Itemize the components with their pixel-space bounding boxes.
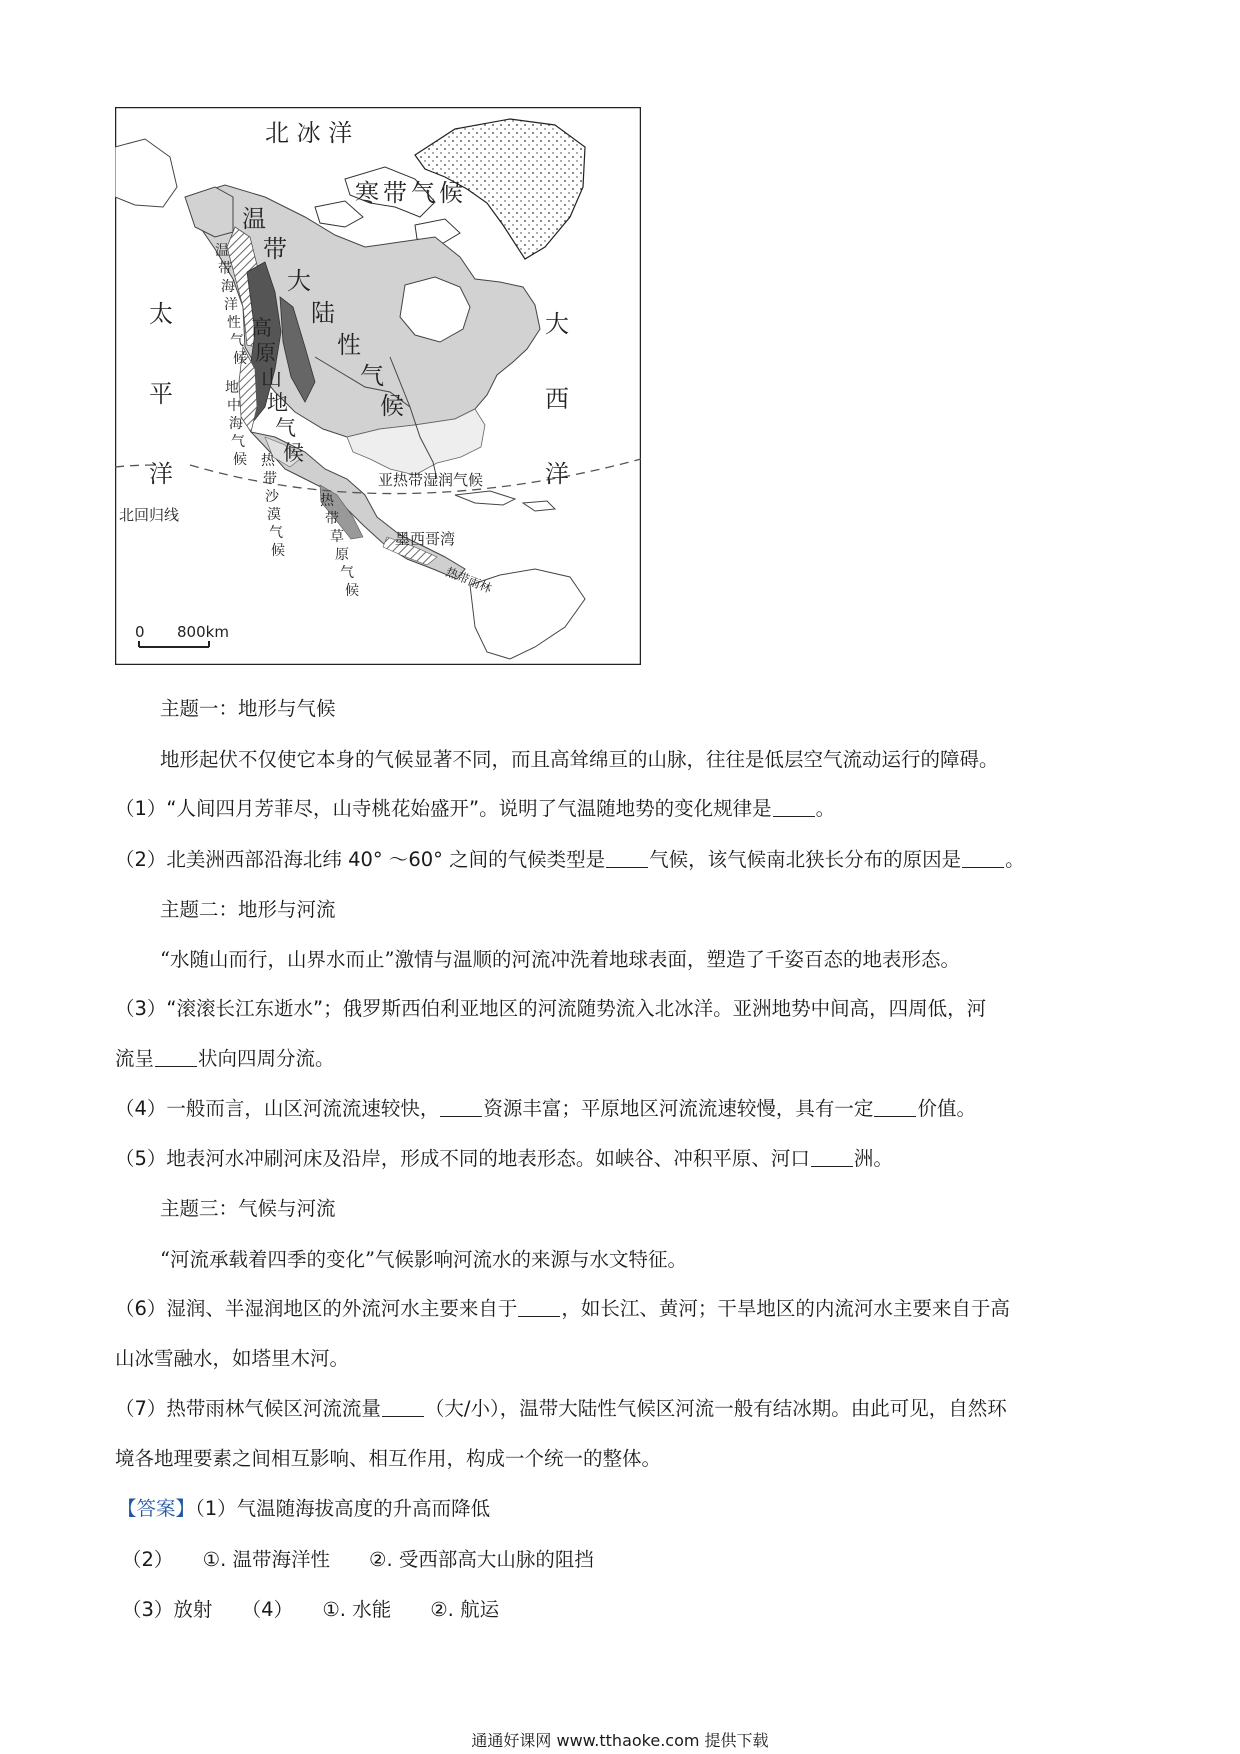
svg-text:漠: 漠 <box>267 507 281 523</box>
label-polar-climate: 寒带气候 <box>355 179 467 207</box>
label-atlantic-ocean <box>545 310 569 488</box>
svg-text:地: 地 <box>225 380 239 396</box>
svg-text:气: 气 <box>269 525 283 541</box>
svg-text:温: 温 <box>242 205 266 233</box>
question-6: （6）湿润、半湿润地区的外流河水主要来自于 ，如长江、黄河；干旱地区的内流河水主要来自于高 <box>115 1297 1010 1320</box>
svg-text:性: 性 <box>227 315 241 331</box>
label-tropic-line: 北回归线 <box>119 506 180 524</box>
answer-line-2: （2） ①. 温带海洋性 ②. 受西部高大山脉的阻挡 <box>122 1548 594 1571</box>
answer-blank <box>155 1048 197 1067</box>
svg-text:陆: 陆 <box>311 299 335 327</box>
footer: 通通好课网 www.tthaoke.com 提供下载 <box>471 1731 769 1750</box>
answer-tag: 【答案】 <box>117 1497 196 1520</box>
svg-text:气: 气 <box>360 362 384 390</box>
svg-text:带: 带 <box>325 511 339 527</box>
svg-text:地: 地 <box>267 391 288 415</box>
svg-text:候: 候 <box>380 392 404 420</box>
answer-blank <box>518 1298 560 1317</box>
svg-text:西: 西 <box>545 385 569 413</box>
svg-text:山: 山 <box>261 366 282 390</box>
svg-text:0: 0 <box>135 623 145 641</box>
svg-text:气: 气 <box>231 434 245 450</box>
topic3-title: 主题三：气候与河流 <box>160 1197 336 1220</box>
svg-text:洋: 洋 <box>149 460 173 488</box>
svg-text:候: 候 <box>233 452 247 468</box>
svg-text:候: 候 <box>233 351 247 367</box>
svg-text:高: 高 <box>251 316 272 340</box>
answer-blank <box>874 1098 916 1117</box>
topic2-title: 主题二：地形与河流 <box>160 898 336 921</box>
answer-blank <box>606 849 648 868</box>
svg-text:原: 原 <box>255 341 276 365</box>
question-1: （1）“人间四月芳菲尽，山寺桃花始盛开”。说明了气温随地势的变化规律是 。 <box>115 797 836 820</box>
svg-text:候: 候 <box>271 543 285 559</box>
question-3-cont: 流呈 状向四周分流。 <box>115 1047 335 1070</box>
svg-text:海: 海 <box>221 279 235 295</box>
svg-text:候: 候 <box>283 441 304 465</box>
svg-text:800km: 800km <box>177 623 229 641</box>
answer-blank <box>811 1148 853 1167</box>
question-7: （7）热带雨林气候区河流流量 （大/小），温带大陆性气候区河流一般有结冰期。由此可见，自然环 <box>115 1397 1007 1420</box>
svg-text:沙: 沙 <box>265 489 279 505</box>
svg-text:温: 温 <box>215 243 229 259</box>
label-tropical-rainforest: 热带雨林 <box>443 564 494 596</box>
topic1-intro: 地形起伏不仅使它本身的气候显著不同，而且高耸绵亘的山脉，往往是低层空气流动运行的障碍。 <box>160 748 999 771</box>
answer-line-1: 【答案】（1）气温随海拔高度的升高而降低 <box>117 1497 491 1520</box>
svg-text:大: 大 <box>287 267 311 295</box>
question-5: （5）地表河水冲刷河床及沿岸，形成不同的地表形态。如峡谷、冲积平原、河口 洲。 <box>115 1147 893 1170</box>
topic1-title: 主题一：地形与气候 <box>160 697 336 720</box>
svg-text:太: 太 <box>149 300 173 328</box>
svg-text:热: 热 <box>320 493 334 509</box>
svg-text:性: 性 <box>337 331 361 359</box>
svg-text:带: 带 <box>218 261 232 277</box>
label-arctic-ocean: 北 冰 洋 <box>265 119 353 147</box>
question-7-cont: 境各地理要素之间相互影响、相互作用，构成一个统一的整体。 <box>115 1447 662 1470</box>
svg-text:气: 气 <box>230 333 244 349</box>
answer-blank <box>962 849 1004 868</box>
svg-text:洋: 洋 <box>224 297 238 313</box>
svg-text:洋: 洋 <box>545 460 569 488</box>
topic3-intro: “河流承载着四季的变化”气候影响河流水的来源与水文特征。 <box>160 1248 687 1271</box>
label-gulf-of-mexico: 墨西哥湾 <box>395 530 456 548</box>
north-america-climate-map <box>115 107 641 665</box>
answer-blank <box>382 1398 424 1417</box>
svg-text:海: 海 <box>229 416 243 432</box>
svg-text:带: 带 <box>263 471 277 487</box>
svg-text:草: 草 <box>330 529 344 545</box>
svg-text:平: 平 <box>149 380 173 408</box>
question-2: （2）北美洲西部沿海北纬 40° ～60° 之间的气候类型是 气候，该气候南北狭长分布的原因是 。 <box>115 848 1025 871</box>
topic2-intro: “水随山而行，山界水而止”激情与温顺的河流冲洗着地球表面，塑造了千姿百态的地表形态。 <box>160 948 960 971</box>
svg-text:带: 带 <box>263 235 287 263</box>
svg-text:原: 原 <box>335 547 349 563</box>
label-subtropical: 亚热带湿润气候 <box>378 471 484 489</box>
answer-line-3: （3）放射 （4） ①. 水能 ②. 航运 <box>122 1598 500 1621</box>
answer-blank <box>440 1098 482 1117</box>
svg-text:气: 气 <box>275 416 296 440</box>
question-4: （4）一般而言，山区河流流速较快， 资源丰富；平原地区河流流速较慢，具有一定 价值。 <box>115 1097 976 1120</box>
svg-text:气: 气 <box>340 565 354 581</box>
svg-text:候: 候 <box>345 583 359 599</box>
question-6-cont: 山冰雪融水，如塔里木河。 <box>115 1347 350 1370</box>
svg-text:热: 热 <box>261 453 275 469</box>
question-3: （3）“滚滚长江东逝水”；俄罗斯西伯利亚地区的河流随势流入北冰洋。亚洲地势中间高，四周低，河 <box>115 997 987 1020</box>
answer-blank <box>773 798 815 817</box>
svg-text:大: 大 <box>545 310 569 338</box>
svg-text:中: 中 <box>227 398 241 414</box>
